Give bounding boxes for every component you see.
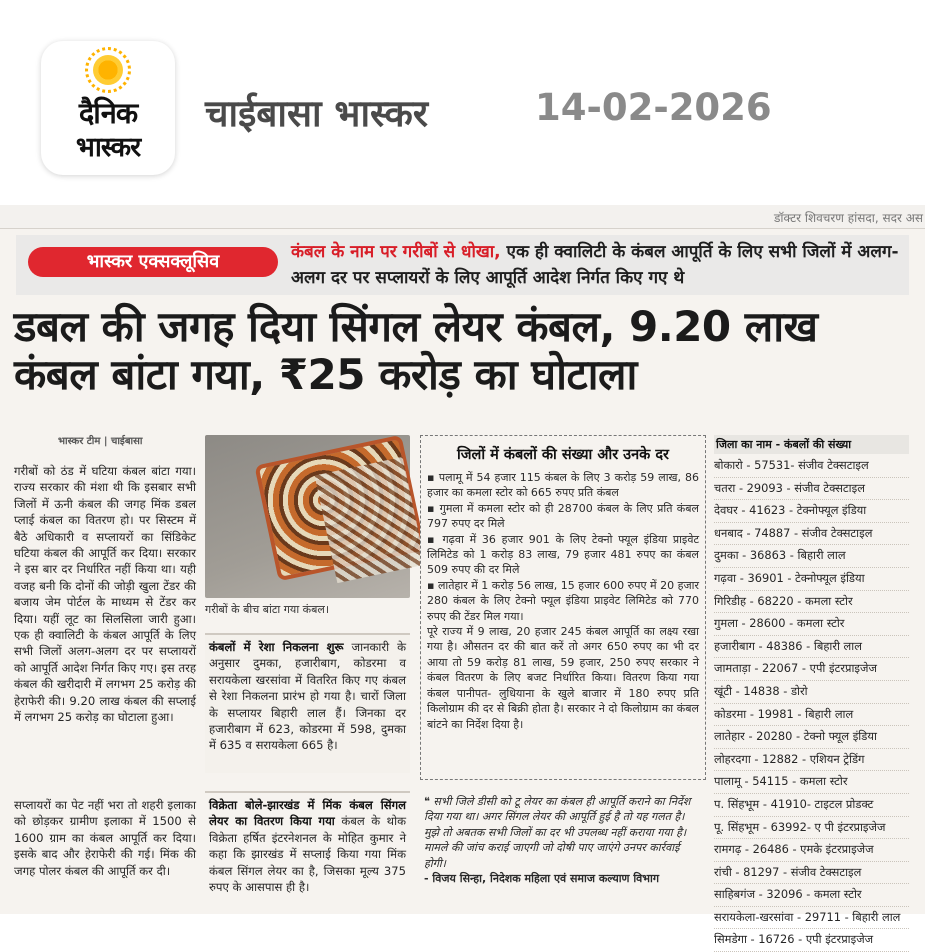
edition-title: चाईबासा भास्कर	[205, 92, 428, 135]
dainik-bhaskar-logo[interactable]	[41, 41, 175, 175]
seller-statement-lead: विक्रेता बोले-झारखंड में मिंक कंबल सिंगल लेयर का वितरण किया गया	[209, 798, 406, 829]
district-list-item: सरायकेला-खरसांवा - 29711 - बिहारी लाल	[714, 907, 909, 930]
official-quote-attribution: - विजय सिन्हा, निदेशक महिला एवं समाज कल्याण विभाग	[424, 872, 660, 886]
district-list-item: हजारीबाग - 48386 - बिहारी लाल	[714, 636, 909, 659]
district-rates-line: ▪ गढ़वा में 36 हजार 901 के लिए टेक्नो फ्यूल इंडिया प्राइवेट लिमिटेड को 1 करोड़ 83 लाख, 79 हजार 481 रुपए का कंबल 509 रुपए की दर मिले	[427, 532, 699, 577]
fiber-issue-text: जानकारी के अनुसार दुमका, हजारीबाग, कोडरमा व सरायकेला खरसांवा में वितरित किए गए कंबल से रेशा निकलना प्रारंभ हो गया है। चारों जिला के सप्लायर बिहारी लाल हैं। जिनका दर हजारीबाग में 623, कोडरमा में 598, दुमका में 635 व सरायकेला 665 है।	[209, 640, 406, 753]
byline: भास्कर टीम | चाईबासा	[58, 436, 143, 447]
district-list-item: गढ़वा - 36901 - टेक्नोफ्यूल इंडिया	[714, 568, 909, 591]
district-list-item: साहिबगंज - 32096 - कमला स्टोर	[714, 884, 909, 907]
subheadline	[291, 239, 903, 291]
seller-statement-box	[205, 791, 410, 905]
body-paragraph-2: सप्लायरों का पेट नहीं भरा तो शहरी इलाका को छोड़कर ग्रामीण इलाका में 1500 से 1600 ग्राम का कंबल आपूर्ति कर दिया। इसके बाद और हेराफेरी की गई। मिंक की जगह पोलर कंबल की आपूर्ति कर दी।	[14, 798, 196, 878]
photo-caption: गरीबों के बीच बांटा गया कंबल।	[205, 603, 330, 616]
district-list-item: जामताड़ा - 22067 - एपी इंटरप्राइजेज	[714, 658, 909, 681]
fiber-issue-lead: कंबलों में रेशा निकलना शुरू	[209, 640, 344, 654]
district-list-item: पू. सिंहभूम - 63992- ए पी इंटरप्राइजेज	[714, 817, 909, 840]
district-list-item: सिमडेगा - 16726 - एपी इंटरप्राइजेज	[714, 929, 909, 952]
official-quote	[420, 790, 706, 902]
district-list-item: बोकारो - 57531- संजीव टेक्सटाइल	[714, 455, 909, 478]
district-list-item: रामगढ़ - 26486 - एमके इंटरप्राइजेज	[714, 839, 909, 862]
edition-date: 14-02-2026	[535, 86, 772, 129]
district-list-title: जिला का नाम - कंबलों की संख्या	[714, 435, 909, 454]
blanket-photo	[205, 435, 410, 598]
seller-statement-text: कंबल के थोक विक्रेता हर्षित इंटरनेशनल के मोहित कुमार ने कहा कि झारखंड में सप्लाई किया गया मिंक कंबल सिंगल लेयर का है, जिसका मूल्य 375 रुपए के आसपास ही है।	[209, 814, 406, 895]
district-list-item: लातेहार - 20280 - टेक्नो फ्यूल इंडिया	[714, 726, 909, 749]
district-list-item: गिरिडीह - 68220 - कमला स्टोर	[714, 591, 909, 614]
district-list-item: देवघर - 41623 - टेक्नोफ्यूल इंडिया	[714, 500, 909, 523]
subheadline-red: कंबल के नाम पर गरीबों से धोखा,	[291, 242, 501, 262]
district-list-item: गुमला - 28600 - कमला स्टोर	[714, 613, 909, 636]
body-paragraph-1: गरीबों को ठंड में घटिया कंबल बांटा गया। राज्य सरकार की मंशा थी कि इसबार सभी जिलों में ऊनी कंबल की जगह मिंक डबल प्लाई कंबल का वितरण हो। पर सिस्टम में बैठे अधिकारी व सप्लायरों का सिंडिकेट घटिया कंबल की आपूर्ति कर दिया। सरकार ने इस बार दर निर्धारित नहीं किया था। यही वजह बनी कि दोनों की जोड़ी खुला टेंडर की बजाय जेम पोर्टल के माध्यम से टेंडर कर दिया। यहीं लूट का सिलसिला जारी हुआ। एक ही क्वालिटी के कंबल आपूर्ति के लिए सभी जिलों अलग-अलग दर पर सप्लायरों को आपूर्ति आदेश निर्गत किए गए। इस तरह कंबल की खरीदारी में लगभग 25 करोड़ की हेराफेरी की। 9.20 लाख कंबल की सप्लाई में लगभग 25 करोड़ का घोटाला हुआ।	[14, 464, 196, 725]
district-list-item: रांची - 81297 - संजीव टेक्सटाइल	[714, 862, 909, 885]
clipping-top-strip	[0, 205, 925, 229]
district-list-item: खूंटी - 14838 - डोरो	[714, 681, 909, 704]
district-list-item: पालामू - 54115 - कमला स्टोर	[714, 771, 909, 794]
logo-text-line2: भास्कर	[75, 132, 141, 163]
official-quote-text: ❝ सभी जिले डीसी को टू लेयर का कंबल ही आपूर्ति कराने का निर्देश दिया गया था। अगर सिंगल लेयर की आपूर्ति हुई है तो यह गलत है। मुझे तो अबतक सभी जिलों का दर भी उपलब्ध नहीं कराया गया है। मामले की जांच कराई जाएगी जो दोषी पाए जाएंगे उनपर कार्रवाई होगी।	[424, 795, 691, 870]
district-rates-line: ▪ गुमला में कमला स्टोर को ही 28700 कंबल के लिए प्रति कंबल 797 रुपए दर मिले	[427, 501, 699, 531]
district-list-item: धनबाद - 74887 - संजीव टेक्सटाइल	[714, 523, 909, 546]
top-right-fragment: डॉक्टर शिवचरण हांसदा, सदर अस	[774, 211, 923, 225]
logo-text-line1: दैनिक	[78, 96, 138, 130]
publication-header	[0, 0, 925, 205]
subheadline-rest: एक ही क्वालिटी के कंबल आपूर्ति के लिए सभी जिलों में अलग-अलग दर पर सप्लायरों के लिए आपूर्ति आदेश निर्गत किए गए थे	[291, 242, 899, 288]
district-rates-line: ▪ पलामू में 54 हजार 115 कंबल के लिए 3 करोड़ 59 लाख, 86 हजार का कमला स्टोर को 665 रुपए प्रति कंबल	[427, 471, 699, 500]
district-list-item: लोहरदगा - 12882 - एशियन ट्रेडिंग	[714, 749, 909, 772]
district-list-item: प. सिंहभूम - 41910- टाइटल प्रोडक्ट	[714, 794, 909, 817]
district-list-item: दुमका - 36863 - बिहारी लाल	[714, 545, 909, 568]
district-rates-line: पूरे राज्य में 9 लाख, 20 हजार 245 कंबल आपूर्ति का लक्ष्य रखा गया है। औसतन दर की बात करें तो अगर 650 रुपए का भी दर आया तो 59 करोड़ 81 लाख, 59 हजार, 250 रुपए सरकार ने कंबल वितरण के लिए बजट निर्धारित किया। वितरण किया गया कंबल पानीपत- लुधियाना के खुले बाजार में 180 रुपए प्रति किलोग्राम की दर से बिक्री होता है। सरकार ने दो किलोग्राम का कंबल बांटने का निर्देश दिया है।	[427, 625, 699, 731]
sun-icon	[93, 55, 123, 85]
fiber-issue-box	[205, 633, 410, 773]
district-rates-panel	[420, 435, 706, 780]
district-list	[714, 435, 909, 947]
district-rates-title: जिलों में कंबलों की संख्या और उनके दर	[457, 447, 669, 463]
exclusive-banner	[16, 235, 909, 295]
district-rates-line: ▪ लातेहार में 1 करोड़ 56 लाख, 15 हजार 600 रुपए में 20 हजार 280 कंबल के लिए टेक्नो फ्यूल इंडिया प्राइवेट लिमिटेड को 770 रुपए की टेंडर मिल गया।	[427, 578, 699, 623]
district-list-item: चतरा - 29093 - संजीव टेक्सटाइल	[714, 478, 909, 501]
exclusive-badge: भास्कर एक्सक्लूसिव	[28, 247, 278, 277]
district-list-item: कोडरमा - 19981 - बिहारी लाल	[714, 704, 909, 727]
main-headline: डबल की जगह दिया सिंगल लेयर कंबल, 9.20 लाख कंबल बांटा गया, ₹25 करोड़ का घोटाला	[14, 302, 818, 399]
newspaper-clipping	[0, 205, 925, 947]
